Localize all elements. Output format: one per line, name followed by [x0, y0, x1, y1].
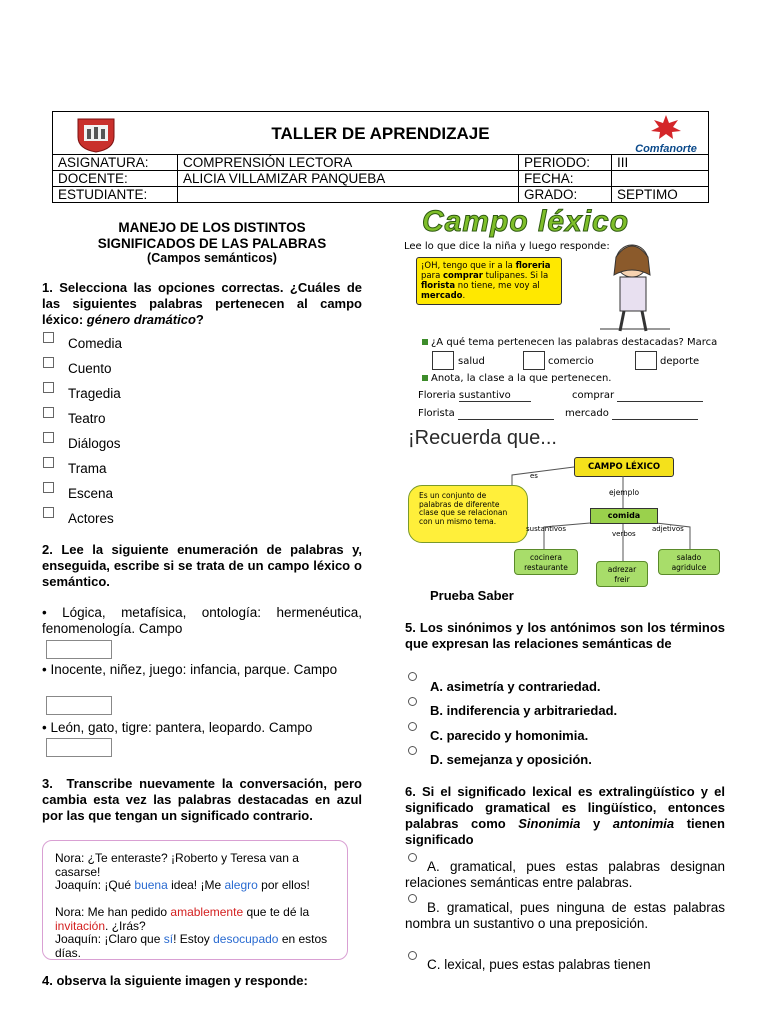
choice-checkbox[interactable] [635, 351, 657, 370]
node-text: freir [614, 575, 630, 584]
noun-node [514, 549, 578, 575]
map-title: CAMPO LÉXICO [574, 457, 674, 477]
verb-node [596, 561, 648, 587]
text: que te dé la [243, 905, 310, 919]
radio-button[interactable] [408, 697, 417, 706]
field-label: comprar [572, 390, 615, 401]
conversation-line [55, 878, 310, 892]
value-periodo: III [612, 155, 709, 171]
q6-emphasis: antonimia [612, 816, 675, 831]
text: Joaquín: ¡Qué [55, 878, 135, 892]
q1-end: ? [195, 312, 204, 327]
form-row [572, 390, 703, 402]
answer-box[interactable] [46, 738, 112, 757]
text: tulipanes. Si la [482, 271, 549, 281]
header-title-row [52, 111, 709, 154]
value-fecha[interactable] [612, 171, 709, 187]
label-periodo: PERIODO: [519, 155, 612, 171]
node-text: agridulce [671, 563, 707, 572]
campo-lexico-image [400, 205, 730, 584]
field-answer: sustantivo [459, 390, 531, 402]
table-row [53, 155, 709, 171]
question-6 [405, 784, 725, 848]
question-1 [42, 280, 362, 328]
highlight-word: florista [421, 281, 456, 291]
question-3 [42, 776, 362, 824]
speech-bubble [416, 257, 562, 305]
school-shield-icon [74, 117, 118, 153]
label-adjetivos: adjetivos [652, 525, 684, 533]
question-2: 2. Lee la siguiente enumeración de palabras y, enseguida, escribe si se trata de un campo léxico o semántico. [42, 542, 362, 589]
text: Nora: Me han pedido [55, 905, 171, 919]
highlight-word: floreria [515, 261, 551, 271]
comfanorte-logo [628, 114, 704, 155]
text: no tiene, me voy al [455, 281, 540, 291]
conversation-line [55, 932, 347, 960]
option-label: Tragedia [68, 386, 121, 401]
text: . ¿Irás? [105, 919, 146, 933]
star-logo-icon [628, 114, 704, 140]
label-es: es [530, 472, 538, 480]
node-text: cocinera [530, 553, 562, 562]
adjective-node [658, 549, 720, 575]
page-title: TALLER DE APRENDIZAJE [271, 124, 490, 143]
label-verbos: verbos [612, 530, 636, 538]
highlight-word: sí [163, 932, 174, 946]
checkbox[interactable] [43, 382, 54, 393]
q3-number: 3. [42, 776, 53, 791]
checkbox[interactable] [43, 407, 54, 418]
highlight-word: alegro [224, 878, 258, 892]
option-label: Cuento [68, 361, 112, 376]
answer-box[interactable] [46, 696, 112, 715]
value-estudiante[interactable] [178, 187, 519, 203]
choice-label: comercio [548, 356, 594, 367]
option-label: C. lexical, pues estas palabras tienen [427, 957, 651, 972]
q6-text: tienen significado [405, 816, 725, 847]
text: idea! ¡Me [167, 878, 225, 892]
question-b [422, 373, 611, 384]
question-5: 5. Los sinónimos y los antónimos son los términos que expresan las relaciones semánticas de [405, 620, 725, 651]
checkbox[interactable] [43, 482, 54, 493]
choice-label: salud [458, 356, 485, 367]
section-heading-1: MANEJO DE LOS DISTINTOS [118, 220, 306, 235]
label-sustantivos: sustantivos [526, 525, 566, 533]
form-row [418, 390, 531, 402]
form-row [565, 408, 698, 420]
text: Anota, la clase a la que pertenecen. [431, 373, 612, 384]
checkbox[interactable] [43, 432, 54, 443]
radio-button[interactable] [408, 672, 417, 681]
q2-item-2: • Inocente, niñez, juego: infancia, parque. Campo [42, 662, 338, 677]
q6-text: y [580, 816, 613, 831]
choice-checkbox[interactable] [523, 351, 545, 370]
value-grado: SEPTIMO [612, 187, 709, 203]
highlight-word: buena [134, 878, 168, 892]
highlight-word: mercado [421, 291, 463, 301]
option-label: Escena [68, 486, 114, 501]
bullet-icon [422, 339, 428, 345]
checkbox[interactable] [43, 507, 54, 518]
conversation-line [55, 905, 347, 933]
value-docente: ALICIA VILLAMIZAR PANQUEBA [178, 171, 519, 187]
text: . [462, 291, 466, 301]
field-answer[interactable] [458, 408, 554, 420]
text: por ellos! [257, 878, 310, 892]
option-label: Teatro [68, 411, 106, 426]
radio-button[interactable] [408, 746, 417, 755]
node-text: salado [676, 553, 702, 562]
table-row [53, 187, 709, 203]
text: ¿A qué tema pertenecen las palabras destacadas? Marca [431, 337, 718, 348]
header-info-table [52, 154, 709, 203]
field-answer[interactable] [617, 390, 703, 402]
q2-item-3: • León, gato, tigre: pantera, leopardo. Campo [42, 720, 313, 735]
option-label: Comedia [68, 336, 123, 351]
checkbox[interactable] [43, 357, 54, 368]
node-text: restaurante [524, 563, 568, 572]
field-label: mercado [565, 408, 609, 419]
choice-label: deporte [660, 356, 700, 367]
highlight-word: desocupado [213, 932, 279, 946]
section-heading-2: SIGNIFICADOS DE LAS PALABRAS [97, 236, 327, 251]
image-title: Campo léxico [422, 205, 630, 238]
prueba-saber-heading: Prueba Saber [430, 588, 514, 603]
form-row [418, 408, 554, 420]
conversation-box [42, 840, 348, 960]
image-instruction: Lee lo que dice la niña y luego responde: [404, 241, 610, 252]
checkbox[interactable] [43, 332, 54, 343]
section-heading-3: (Campos semánticos) [147, 251, 277, 265]
girl-illustration-icon [580, 235, 690, 335]
highlight-word: invitación [55, 919, 106, 933]
text: ¡OH, tengo que ir a la [421, 261, 516, 271]
logo-text: Comfanorte [635, 143, 697, 155]
q1-text: 1. Selecciona las opciones correctas. ¿Cuáles de las siguientes palabras pertenecen al campo léxico: [42, 280, 362, 327]
option-label: A. gramatical, pues estas palabras designan relaciones semánticas entre palabras. [405, 859, 725, 890]
radio-button[interactable] [408, 722, 417, 731]
table-row [53, 171, 709, 187]
definition-box: Es un conjunto de palabras de diferente clase que se relacionan con un mismo tema. [408, 485, 528, 543]
text: ! Estoy [173, 932, 214, 946]
checkbox[interactable] [43, 457, 54, 468]
q6-emphasis: Sinonimia [518, 816, 581, 831]
label-asignatura: ASIGNATURA: [53, 155, 178, 171]
option-label: B. gramatical, pues ninguna de estas palabras nombra un sustantivo o una preposición. [405, 900, 725, 931]
q2-item-1: • Lógica, metafísica, ontología: hermenéutica, fenomenología. Campo [42, 605, 362, 636]
highlight-word: amablemente [170, 905, 244, 919]
q6-text: 6. Si el significado lexical es extralingüístico y el significado gramatical es lingüístico, entonces palabras como [405, 784, 725, 831]
conversation-line: Nora: ¿Te enteraste? ¡Roberto y Teresa van a casarse! [55, 851, 299, 879]
text: para [421, 271, 444, 281]
value-asignatura: COMPRENSIÓN LECTORA [178, 155, 519, 171]
question-a [422, 337, 717, 348]
label-grado: GRADO: [519, 187, 612, 203]
option-label: Trama [68, 461, 107, 476]
label-docente: DOCENTE: [53, 171, 178, 187]
option-label: D. semejanza y oposición. [430, 752, 592, 767]
answer-box[interactable] [46, 640, 112, 659]
option-label: B. indiferencia y arbitrariedad. [430, 703, 618, 718]
text: en estos días. [55, 932, 328, 960]
label-estudiante: ESTUDIANTE: [53, 187, 178, 203]
option-label: C. parecido y homonimia. [430, 728, 589, 743]
field-label: Florista [418, 408, 455, 419]
recuerda-heading: ¡Recuerda que... [408, 427, 557, 449]
q1-emphasis: género dramático [86, 312, 196, 327]
option-label: A. asimetría y contrariedad. [430, 679, 601, 694]
option-label: Actores [68, 511, 114, 526]
field-answer[interactable] [612, 408, 698, 420]
text: Joaquín: ¡Claro que [55, 932, 164, 946]
label-fecha: FECHA: [519, 171, 612, 187]
choice-checkbox[interactable] [432, 351, 454, 370]
example-node: comida [590, 508, 658, 524]
highlight-word: comprar [443, 271, 483, 281]
bullet-icon [422, 375, 428, 381]
question-4: 4. observa la siguiente imagen y responde: [42, 973, 308, 988]
option-label: Diálogos [68, 436, 121, 451]
label-ejemplo: ejemplo [609, 488, 640, 497]
node-text: adrezar [607, 565, 637, 574]
field-label: Floreria [418, 390, 456, 401]
q3-text: Transcribe nuevamente la conversación, pero cambia esta vez las palabras destacadas en azul por las que tengan un significado contrario. [42, 776, 362, 823]
